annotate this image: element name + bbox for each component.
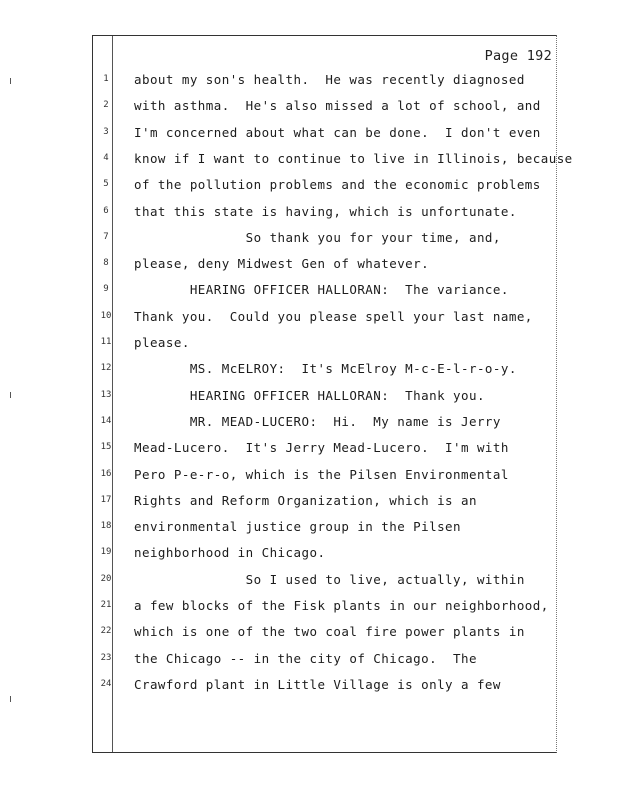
line-number: 5 <box>103 179 109 190</box>
transcript-line: Pero P-e-r-o, which is the Pilsen Environmental <box>134 466 509 482</box>
transcript-line: neighborhood in Chicago. <box>134 545 326 561</box>
transcript-line: MS. McELROY: It's McElroy M-c-E-l-r-o-y. <box>134 361 517 377</box>
line-number: 17 <box>100 494 112 505</box>
transcript-line: Crawford plant in Little Village is only a few <box>134 676 501 692</box>
transcript-line: So I used to live, actually, within <box>134 571 525 587</box>
line-number: 20 <box>100 573 112 584</box>
margin-punch-mark <box>10 78 14 84</box>
transcript-line: about my son's health. He was recently diagnosed <box>134 72 525 87</box>
line-number: 13 <box>100 389 112 400</box>
margin-punch-mark <box>10 696 14 702</box>
transcript-line: the Chicago -- in the city of Chicago. The <box>134 650 477 666</box>
line-number: 23 <box>100 652 112 663</box>
transcript-line: I'm concerned about what can be done. I don't even <box>134 124 541 140</box>
line-number: 21 <box>100 600 112 610</box>
transcript-line: a few blocks of the Fisk plants in our neighborhood, <box>134 598 549 613</box>
line-number: 12 <box>100 363 112 374</box>
transcript-line: know if I want to continue to live in Illinois, because <box>134 150 573 166</box>
margin-punch-mark <box>10 392 14 398</box>
line-number: 3 <box>103 126 109 137</box>
line-number: 2 <box>103 100 109 111</box>
transcript-line: Thank you. Could you please spell your last name, <box>134 308 533 324</box>
transcript-line: Rights and Reform Organization, which is an <box>134 492 477 508</box>
line-number: 15 <box>100 442 112 453</box>
transcript-line: HEARING OFFICER HALLORAN: The variance. <box>134 282 509 298</box>
page-number: Page 192 <box>484 48 552 64</box>
transcript-line: please, deny Midwest Gen of whatever. <box>134 256 430 272</box>
transcript-line: HEARING OFFICER HALLORAN: Thank you. <box>134 387 485 403</box>
line-number: 16 <box>100 468 112 479</box>
transcript-line: that this state is having, which is unfortunate. <box>134 203 517 219</box>
line-number: 7 <box>103 231 109 242</box>
transcript-line: with asthma. He's also missed a lot of school, and <box>134 98 541 114</box>
line-number: 18 <box>100 521 112 532</box>
transcript-line: environmental justice group in the Pilsen <box>134 519 462 535</box>
transcript-line: So thank you for your time, and, <box>134 229 501 245</box>
line-number: 6 <box>103 205 109 216</box>
transcript-line: Mead-Lucero. It's Jerry Mead-Lucero. I'm with <box>134 440 509 456</box>
line-number: 10 <box>100 310 112 321</box>
transcript-line: which is one of the two coal fire power plants in <box>134 624 525 640</box>
transcript-line: of the pollution problems and the economic problems <box>134 177 541 193</box>
line-number: 22 <box>100 626 112 637</box>
transcript-line: please. <box>134 335 190 350</box>
line-number: 9 <box>103 284 109 295</box>
line-number: 8 <box>103 258 109 269</box>
line-number: 19 <box>100 547 112 558</box>
line-number: 14 <box>100 415 112 426</box>
line-number: 4 <box>103 152 109 163</box>
line-number: 1 <box>103 74 109 84</box>
transcript-line: MR. MEAD-LUCERO: Hi. My name is Jerry <box>134 413 501 429</box>
line-number: 11 <box>100 337 112 347</box>
line-number: 24 <box>100 678 112 689</box>
